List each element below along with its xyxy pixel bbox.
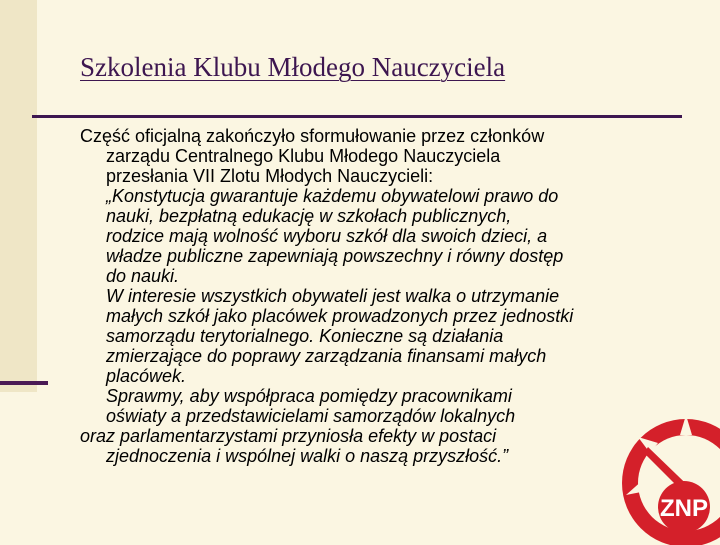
znp-logo xyxy=(608,395,720,545)
quote-line: „Konstytucja gwarantuje każdemu obywatelowi prawo do xyxy=(106,186,559,206)
body-line: przesłania VII Zlotu Młodych Nauczycieli: xyxy=(106,166,434,186)
slide-body xyxy=(80,126,700,466)
quote-line: nauki, bezpłatną edukację w szkołach publicznych, xyxy=(106,206,512,226)
title-divider xyxy=(32,115,682,118)
quote-line: małych szkół jako placówek prowadzonych przez jednostki xyxy=(106,306,574,326)
quote-line: W interesie wszystkich obywateli jest walka o utrzymanie xyxy=(106,286,560,306)
quote-line: placówek. xyxy=(106,366,187,386)
quote-line: rodzice mają wolność wyboru szkół dla swoich dzieci, a xyxy=(106,226,548,246)
quote-line: do nauki. xyxy=(106,266,180,286)
quote-line: zjednoczenia i wspólnej walki o naszą przyszłość.” xyxy=(106,446,509,466)
left-decor-band-gap xyxy=(0,392,37,540)
body-line: Część oficjalną zakończyło sformułowanie przez członków xyxy=(80,126,545,146)
quote-line: Sprawmy, aby współpraca pomiędzy pracownikami xyxy=(106,386,512,406)
body-line: zarządu Centralnego Klubu Młodego Nauczyciela xyxy=(106,146,501,166)
quote-line: samorządu terytorialnego. Konieczne są działania xyxy=(106,326,504,346)
quote-line: zmierzające do poprawy zarządzania finansami małych xyxy=(106,346,547,366)
quote-line: oraz parlamentarzystami przyniosła efekty w postaci xyxy=(80,426,497,446)
quote-line: oświaty a przedstawicielami samorządów lokalnych xyxy=(106,406,516,426)
left-accent-bar xyxy=(0,381,48,385)
quote-line: władze publiczne zapewniają powszechny i równy dostęp xyxy=(106,246,564,266)
slide-title: Szkolenia Klubu Młodego Nauczyciela xyxy=(80,52,506,82)
logo-text: ZNP xyxy=(660,495,708,522)
